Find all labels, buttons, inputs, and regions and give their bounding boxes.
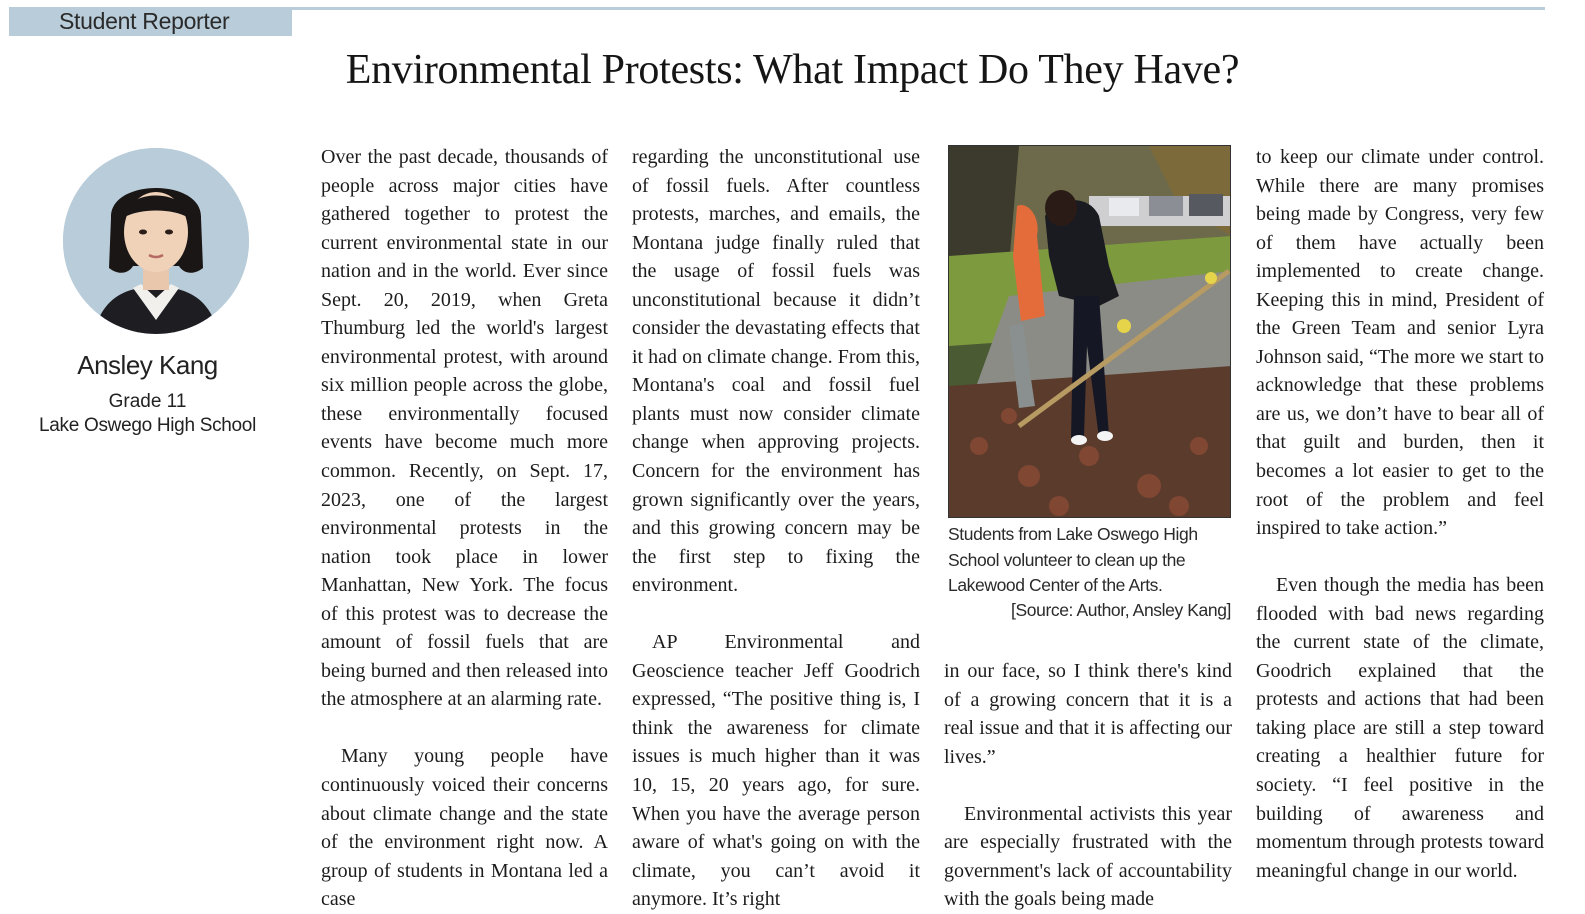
photo-caption: Students from Lake Oswego High School volunteer to clean up the Lakewood Center of the Arts.	[948, 524, 1198, 595]
article-column-4	[1256, 143, 1544, 885]
author-portrait-icon	[63, 148, 249, 334]
author-school: Lake Oswego High School	[38, 415, 256, 436]
article-title: Environmental Protests: What Impact Do They Have?	[345, 47, 1240, 93]
paragraph: Over the past decade, thousands of people across major cities have gathered together to protest the current environmental state in our nation and in the world. Ever since Sept. 20, 2019, when Greta Thumburg led the world's largest environmental protest, with around six million people across the globe, these environmentally focused events have become much more common. Recently, on Sept. 17, 2023, one of the largest environmental protests in the nation took place in lower Manhattan, New York. The focus of this protest was to decrease the amount of fossil fuels that are being burned and then released into the atmosphere at an alarming rate.	[321, 146, 608, 711]
paragraph: Many young people have continuously voiced their concerns about climate change and the state of the environment right now. A group of students in Montana led a case	[321, 745, 608, 911]
paragraph: AP Environmental and Geoscience teacher Jeff Goodrich expressed, “The positive thing is, I think the awareness for climate issues is much higher than it was 10, 15, 20 years ago, for sure. When you have the average person aware of what's going on with the climate, you can’t avoid it anymore. It’s right	[632, 631, 920, 911]
paragraph: in our face, so I think there's kind of a growing concern that it is a real issue and that it is affecting our lives.”	[944, 660, 1232, 768]
paragraph: Environmental activists this year are especially frustrated with the government's lack of accountability with the goals being made	[944, 802, 1232, 911]
volunteer-photo-icon	[949, 146, 1231, 518]
section-label: Student Reporter	[9, 7, 292, 36]
author-avatar	[63, 148, 249, 334]
paragraph: Even though the media has been flooded with bad news regarding the current state of the climate, Goodrich explained that the protests and actions that had been taking place are still a step toward creating a healthier future for society. “I feel positive in the building of awareness and momentum through protests toward meaningful change in our world.	[1256, 574, 1544, 882]
photo-source: [Source: Author, Ansley Kang]	[1011, 600, 1231, 620]
paragraph: regarding the unconstitutional use of fossil fuels. After countless protests, marches, and emails, the Montana judge finally ruled that the usage of fossil fuels was unconstitutional because it didn’t consider the devastating effects that it had on climate change. From this, Montana's coal and fossil fuel plants must now consider climate change when approving projects. Concern for the environment has grown significantly over the years, and this growing concern may be the first step to fixing the environment.	[632, 146, 920, 597]
author-grade: Grade 11	[108, 391, 187, 412]
article-photo	[948, 145, 1231, 518]
article-column-2	[632, 143, 920, 914]
paragraph: to keep our climate under control. While there are many promises being made by Congress, very few of them have actually been implemented to create change. Keeping this in mind, President of the Green Team and senior Lyra Johnson said, “The more we start to acknowledge that these problems are us, we don’t have to bear all of that guilt and burden, then it becomes a lot easier to get to the root of the problem and feel inspired to take action.”	[1256, 146, 1544, 540]
article-column-1	[321, 143, 608, 914]
author-name: Ansley Kang	[77, 350, 218, 380]
section-rule	[292, 7, 1545, 10]
article-column-3	[944, 657, 1232, 914]
